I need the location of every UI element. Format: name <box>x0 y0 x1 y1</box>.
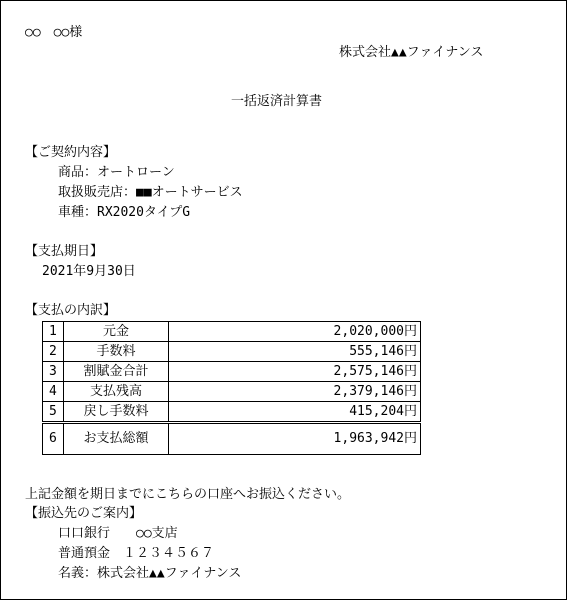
due-date: 2021年9月30日 <box>42 264 136 279</box>
table-row <box>43 362 421 382</box>
transfer-notice: 上記金額を期日までにこちらの口座へお振込ください。 <box>25 487 351 502</box>
row-label: 支払残高 <box>64 382 169 402</box>
table-row <box>43 342 421 362</box>
total-row <box>43 423 421 455</box>
row-label: 元金 <box>64 322 169 342</box>
document-title: 一括返済計算書 <box>231 94 323 109</box>
table-row <box>43 402 421 423</box>
row-number: 5 <box>43 402 64 423</box>
row-number: 2 <box>43 342 64 362</box>
breakdown-heading: 【支払の内訳】 <box>25 303 117 318</box>
row-number: 1 <box>43 322 64 342</box>
issuer-name: 株式会社▲▲ファイナンス <box>339 45 484 60</box>
total-amount: 1,963,942円 <box>169 423 421 455</box>
row-amount: 555,146円 <box>169 342 421 362</box>
contract-vehicle: 車種：RX2020タイプG <box>58 205 191 220</box>
transfer-heading: 【振込先のご案内】 <box>25 506 143 521</box>
contract-dealer: 取扱販売店：■■オートサービス <box>58 185 243 200</box>
row-amount: 2,020,000円 <box>169 322 421 342</box>
recipient-name: ○○ ○○様 <box>25 25 83 40</box>
transfer-bank: 口口銀行 ○○支店 <box>58 526 178 541</box>
row-amount: 2,575,146円 <box>169 362 421 382</box>
row-label: 手数料 <box>64 342 169 362</box>
transfer-holder: 名義：株式会社▲▲ファイナンス <box>58 566 242 581</box>
contract-product: 商品：オートローン <box>58 165 175 180</box>
total-number: 6 <box>43 423 64 455</box>
row-number: 4 <box>43 382 64 402</box>
due-heading: 【支払期日】 <box>25 244 104 259</box>
contract-heading: 【ご契約内容】 <box>25 145 117 160</box>
table-row <box>43 382 421 402</box>
table-row <box>43 322 421 342</box>
row-amount: 415,204円 <box>169 402 421 423</box>
transfer-account: 普通預金 １２３４５６７ <box>58 546 215 561</box>
row-label: 割賦金合計 <box>64 362 169 382</box>
total-label: お支払総額 <box>64 423 169 455</box>
row-amount: 2,379,146円 <box>169 382 421 402</box>
row-number: 3 <box>43 362 64 382</box>
breakdown-table <box>42 321 421 455</box>
row-label: 戻し手数料 <box>64 402 169 423</box>
